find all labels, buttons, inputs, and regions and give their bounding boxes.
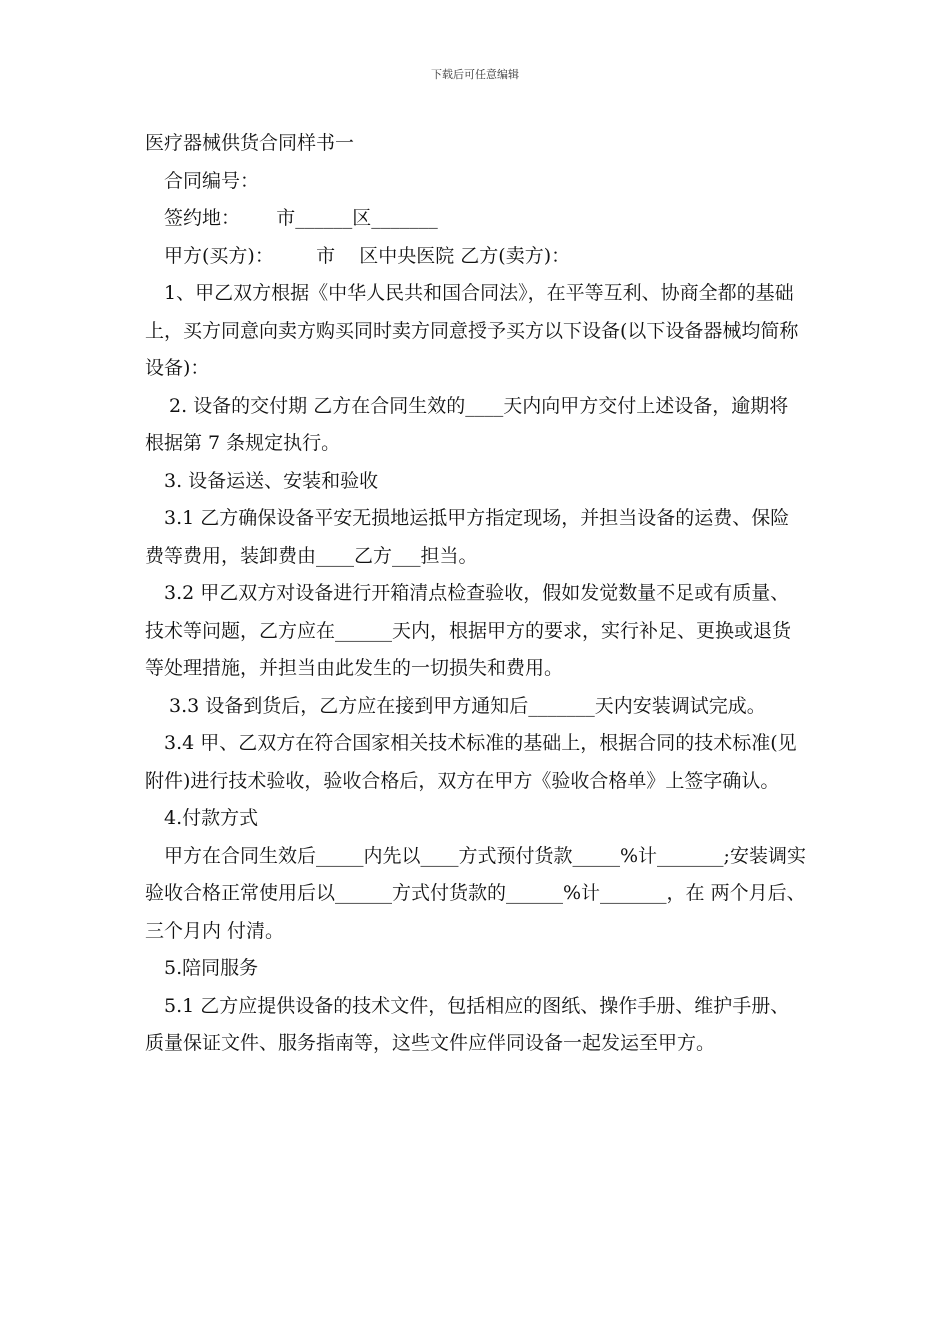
contract-document — [145, 125, 807, 1063]
clause-2: 2. 设备的交付期 乙方在合同生效的____天内向甲方交付上述设备，逾期将根据第 7 条规定执行。 — [145, 394, 789, 454]
clause-1: 1、甲乙双方根据《中华人民共和国合同法》，在平等互利、协商全都的基础上，买方同意向卖方购买同时卖方同意授予买方以下设备(以下设备器械均简称设备)： — [145, 282, 799, 379]
clause-4-heading: 4.付款方式 — [164, 807, 259, 829]
clause-3-2: 3.2 甲乙双方对设备进行开箱清点检查验收，假如发觉数量不足或有质量、技术等问题，乙方应在______天内，根据甲方的要求，实行补足、更换或退货等处理措施，并担当由此发生的一切损失和费用。 — [145, 582, 792, 679]
clause-4-body: 甲方在合同生效后_____内先以____方式预付货款_____%计_______;安装调实验收合格正常使用后以______方式付货款的______%计_______，在 两个月后、三个月内 付清。 — [145, 844, 806, 942]
clause-3-1: 3.1 乙方确保设备平安无损地运抵甲方指定现场，并担当设备的运费、保险费等费用，装卸费由____乙方___担当。 — [145, 507, 790, 567]
parties-line: 甲方(买方)： 市 区中央医院 乙方(卖方)： — [164, 244, 571, 267]
clause-3-4: 3.4 甲、乙双方在符合国家相关技术标准的基础上，根据合同的技术标准(见附件)进行技术验收，验收合格后，双方在甲方《验收合格单》上签字确认。 — [145, 732, 797, 792]
clause-3-heading: 3. 设备运送、安装和验收 — [164, 469, 379, 492]
document-title: 医疗器械供货合同样书一 — [145, 132, 355, 154]
clause-5-heading: 5.陪同服务 — [164, 957, 259, 979]
clause-5-1: 5.1 乙方应提供设备的技术文件，包括相应的图纸、操作手册、维护手册、质量保证文件、服务指南等，这些文件应伴同设备一起发运至甲方。 — [145, 994, 790, 1054]
clause-3-3: 3.3 设备到货后，乙方应在接到甲方通知后_______天内安装调试完成。 — [169, 694, 766, 717]
signing-place-line: 签约地： 市______区_______ — [164, 207, 438, 229]
header-note: 下载后可任意编辑 — [431, 68, 519, 81]
contract-number-line: 合同编号： — [164, 169, 260, 192]
